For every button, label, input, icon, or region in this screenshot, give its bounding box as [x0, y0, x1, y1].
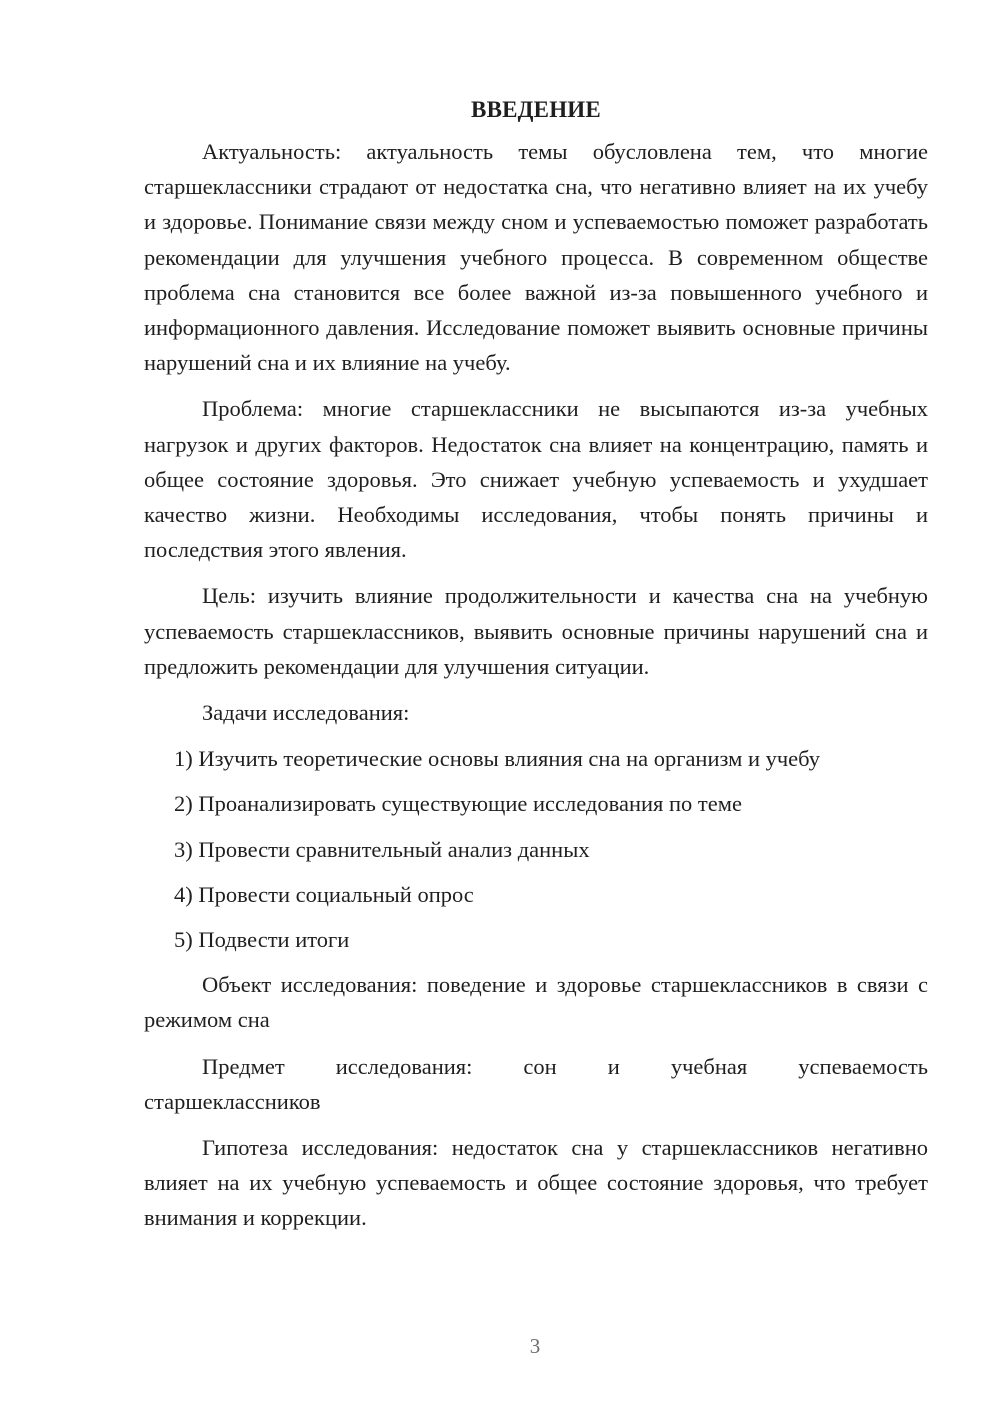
hypothesis-paragraph: Гипотеза исследования: недостаток сна у старшеклассников негативно влияет на их учебную успеваемость и общее состояние здоровья, что требует внимания и коррекции. — [144, 1135, 928, 1231]
page-content — [144, 96, 928, 1247]
relevance-paragraph: Актуальность: актуальность темы обусловлена тем, что многие старшеклассники страдают от недостатка сна, что негативно влияет на их учебу и здоровье. Понимание связи между сном и успеваемостью поможет разработать рекомендации для улучшения учебного процесса. В современном обществе проблема сна становится все более важной из-за повышенного учебного и информационного давления. Исследование поможет выявить основные причины нарушений сна и их влияние на учебу. — [144, 139, 928, 376]
tasks-title: Задачи исследования: — [202, 700, 410, 726]
subject-line-1: Предмет исследования: сон и учебная успеваемость — [202, 1053, 928, 1079]
task-item: 1) Изучить теоретические основы влияния сна на организм и учебу — [174, 746, 821, 772]
page-heading: ВВЕДЕНИЕ — [471, 97, 601, 122]
goal-paragraph: Цель: изучить влияние продолжительности и качества сна на учебную успеваемость старшеклассников, выявить основные причины нарушений сна и предложить рекомендации для улучшения ситуации. — [144, 583, 928, 679]
task-item: 3) Провести сравнительный анализ данных — [174, 836, 590, 862]
subject-line-2: старшеклассников — [144, 1088, 321, 1114]
task-item: 5) Подвести итоги — [174, 927, 350, 953]
task-item: 2) Проанализировать существующие исследования по теме — [174, 791, 742, 817]
problem-paragraph: Проблема: многие старшеклассники не высыпаются из-за учебных нагрузок и других факторов. Недостаток сна влияет на концентрацию, память и общее состояние здоровья. Это снижает учебную успеваемость и ухудшает качество жизни. Необходимы исследования, чтобы понять причины и последствия этого явления. — [144, 396, 928, 563]
subject-paragraph — [144, 1049, 928, 1119]
object-paragraph: Объект исследования: поведение и здоровье старшеклассников в связи с режимом сна — [144, 972, 928, 1033]
task-item: 4) Провести социальный опрос — [174, 881, 474, 907]
page-number: 3 — [529, 1334, 541, 1358]
